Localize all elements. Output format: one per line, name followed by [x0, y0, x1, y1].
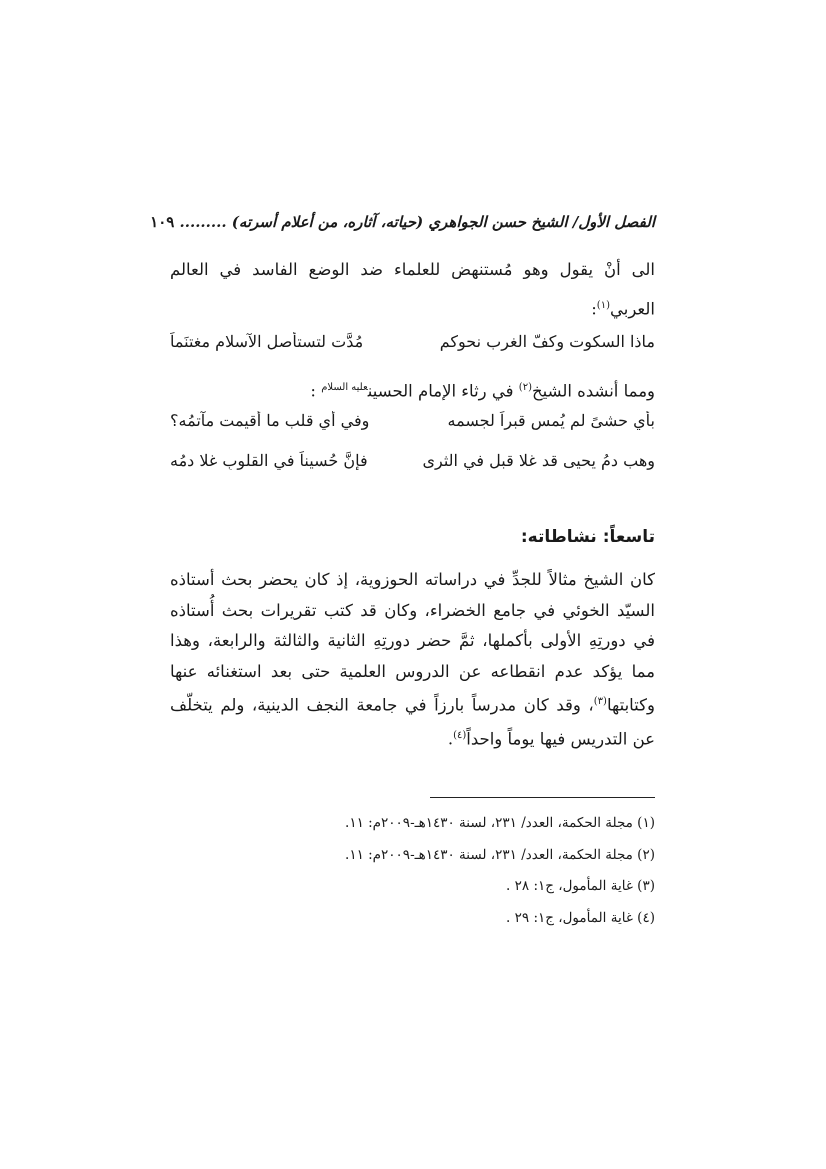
page-number: ١٠٩	[150, 213, 175, 231]
footnote-item: (٤) غاية المأمول، ج١: ٢٩ .	[506, 909, 655, 926]
honorific-salutation: عليه السلام	[321, 382, 368, 393]
elegy-intro-paragraph	[170, 373, 655, 407]
footnote-ref-3: (٣)	[593, 696, 607, 707]
verse-second-hemistich: فإنَّ حُسيناً في القلوبِ غلا دمُه	[170, 451, 368, 470]
running-header	[150, 213, 655, 231]
footnote-item: (١) مجلة الحكمة، العدد/ ٢٣١، لسنة ١٤٣٠هـ-٢٠٠٩م: ١١.	[345, 815, 655, 831]
footnote-separator	[430, 797, 655, 798]
verse-second-hemistich: وفي أي قلب ما أُقيمت مآتمُه؟	[170, 411, 370, 430]
header-dots: .........	[179, 213, 232, 231]
activities-text-continued: ، وقد كان مدرساً بارزاً في جامعة النجف الدينية، ولم يتخلّف عن التدريس فيها يوماً واحداً	[170, 695, 655, 749]
elegy-intro-text: ومما أنشده الشيخ	[531, 381, 655, 401]
elegy-intro-rest: في رثاء الإمام الحسين	[367, 381, 519, 401]
activities-paragraph	[170, 565, 655, 755]
elegy-intro-colon: :	[310, 381, 316, 401]
verse-second-hemistich: مُدَّت لتستأصل الآسلام مغتنَماً	[170, 332, 364, 351]
verse-first-hemistich: بأي حشىً لم يُمسِ قبراً لجسمه	[447, 411, 655, 430]
footnote-ref-4: (٤)	[453, 730, 467, 741]
activities-period: .	[447, 729, 454, 749]
intro-colon: :	[591, 299, 597, 319]
footnote-item: (٢) مجلة الحكمة، العدد/ ٢٣١، لسنة ١٤٣٠هـ-٢٠٠٩م: ١١.	[345, 846, 655, 863]
intro-text: الى أنْ يقول وهو مُستنهض للعلماء ضد الوضع الفاسد في العالم العربي	[170, 260, 655, 319]
verse-first-hemistich: ماذا السكوت وكفّ الغرب نحوكم	[439, 332, 655, 351]
intro-paragraph	[170, 252, 655, 328]
verse-first-hemistich: وهب دمُ يحيى قد غلا قبل في الثرى	[422, 451, 655, 470]
poem-verse	[170, 332, 655, 351]
poem-verse	[170, 411, 655, 430]
footnotes	[170, 808, 655, 934]
footnote-item: (٣) غاية المأمول، ج١: ٢٨ .	[506, 878, 655, 894]
poem-verse	[170, 451, 655, 470]
section-heading: تاسعاً: نشاطاته:	[520, 527, 655, 547]
footnote-ref-1: (١)	[596, 300, 610, 311]
activities-text: كان الشيخ مثالاً للجدِّ في دراساته الحوزوية، إذ كان يحضر بحث أستاذه السيّد الخوئي في جامع الخضراء، وكان قد كتب تقريرات بحث أُستاذه في دورتِهِ الأولى بأكملها، ثمَّ حضر دورتِهِ الثانية والثالثة والرابعة، وهذا مما يؤكد عدم انقطاعه عن الدروس العلمية حتى بعد استغنائه عنها وكتابتها	[170, 570, 655, 715]
footnote-ref-2: (٢)	[518, 382, 532, 393]
header-title: الفصل الأول/ الشيخ حسن الجواهري (حياته، آثاره، من أعلام أسرته)	[231, 213, 655, 231]
